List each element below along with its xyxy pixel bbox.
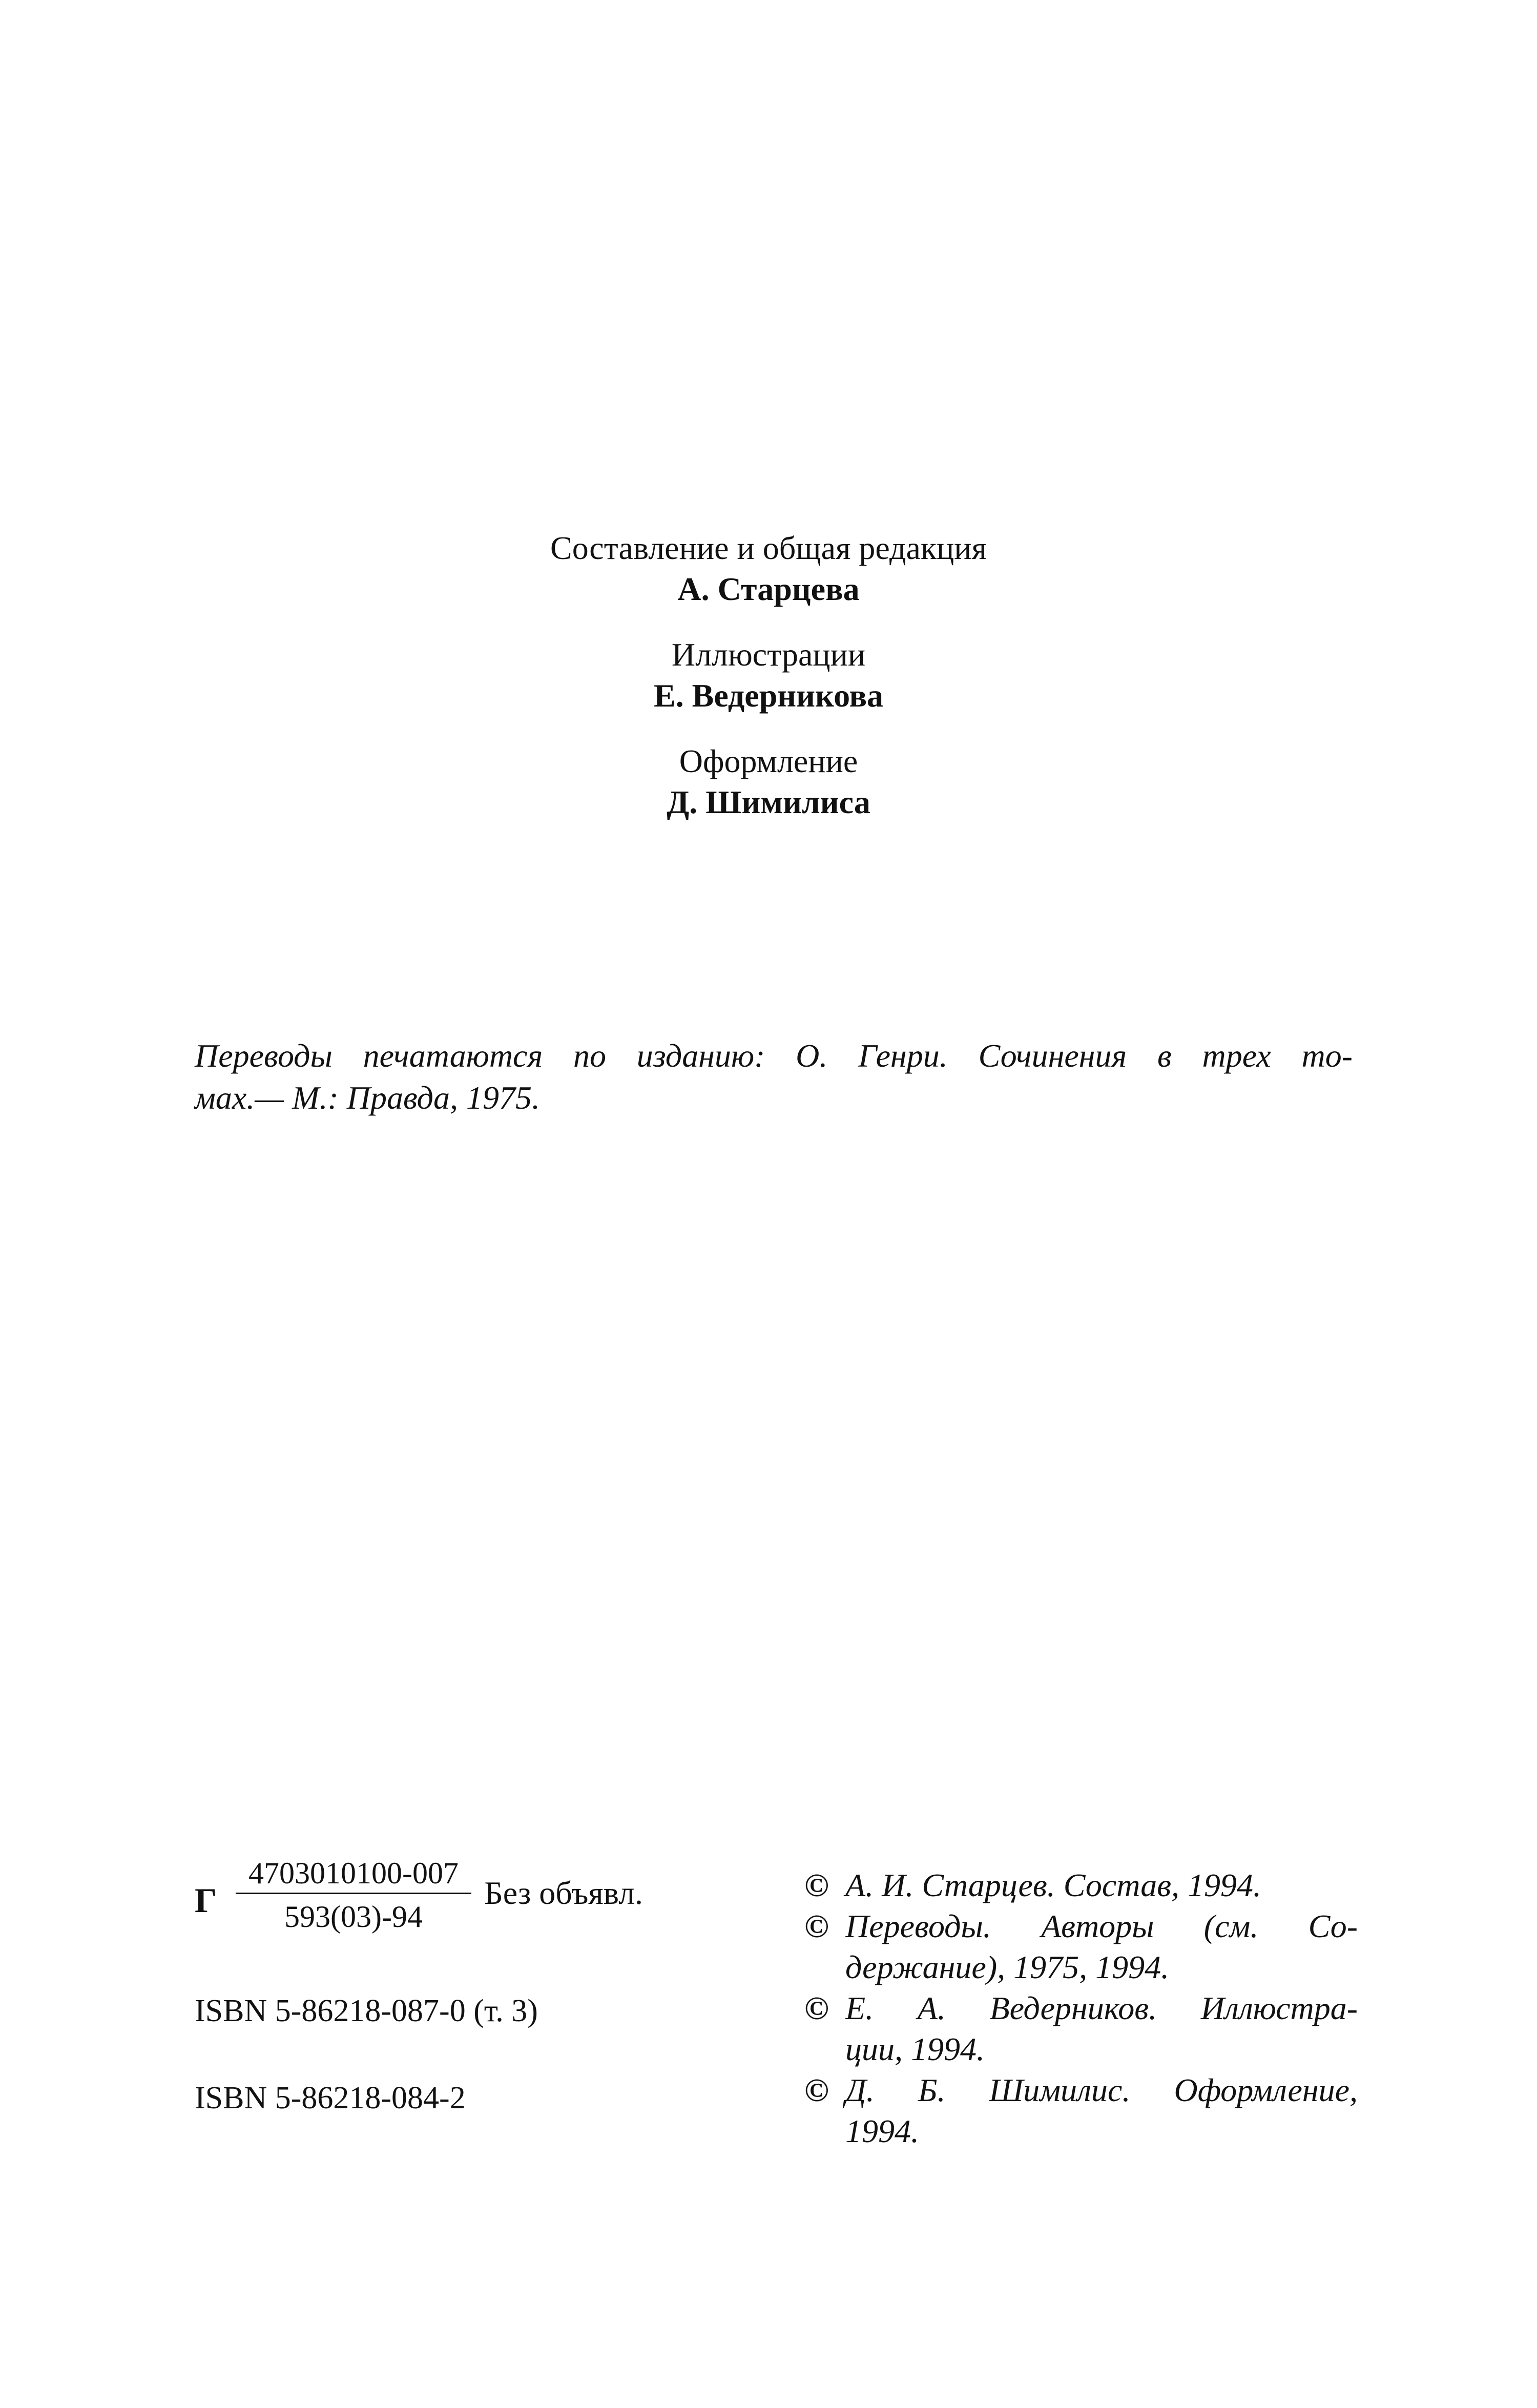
copyright-entry: [804, 1906, 1358, 1988]
copyright-line: ции, 1994.: [845, 2031, 985, 2067]
copyright-line: Переводы. Авторы (см. Со-: [845, 1908, 1358, 1944]
copyright-list: [804, 1865, 1358, 2152]
copyright-line: 1994.: [845, 2113, 919, 2149]
copyright-entry: [804, 1988, 1358, 2070]
catalog-index-denominator: 593(03)-94: [284, 1900, 423, 1934]
copyright-symbol: ©: [804, 1867, 829, 1903]
copyright-symbol: ©: [804, 1990, 829, 2026]
catalog-index-numerator: 4703010100-007: [236, 1855, 471, 1894]
isbn-volume: ISBN 5-86218-087-0 (т. 3): [195, 1994, 538, 2028]
catalog-index: [195, 1855, 707, 1957]
source-edition-note: [195, 1035, 1353, 1119]
copyright-symbol: ©: [804, 1908, 829, 1944]
copyright-entry: [804, 1865, 1358, 1906]
catalog-index-fraction: [236, 1855, 471, 1937]
catalog-index-note: Без объявл.: [484, 1875, 643, 1911]
copyright-line: Е. А. Ведерников. Иллюстра-: [845, 1990, 1358, 2026]
copyright-line: Д. Б. Шимилис. Оформление,: [845, 2072, 1358, 2108]
source-note-line: мах.— М.: Правда, 1975.: [195, 1080, 540, 1116]
credit-role: Иллюстрации: [671, 636, 866, 673]
credit-compiler: [0, 528, 1537, 610]
credit-name: Д. Шимилиса: [667, 784, 870, 820]
credit-role: Оформление: [679, 743, 858, 779]
copyright-entry: [804, 2070, 1358, 2152]
credit-name: А. Старцева: [677, 571, 860, 607]
credit-illustrator: [0, 634, 1537, 716]
copyright-line: держание), 1975, 1994.: [845, 1949, 1170, 1985]
credit-name: Е. Ведерникова: [653, 677, 884, 714]
credits-block: [0, 528, 1537, 847]
catalog-index-letter: Г: [195, 1881, 217, 1920]
source-note-line: Переводы печатаются по изданию: О. Генри. Сочинения в трех то-: [195, 1037, 1353, 1074]
credit-designer: [0, 741, 1537, 823]
copyright-symbol: ©: [804, 2072, 829, 2108]
isbn-set: ISBN 5-86218-084-2: [195, 2081, 466, 2115]
copyright-line: А. И. Старцев. Состав, 1994.: [845, 1867, 1261, 1903]
credit-role: Составление и общая редакция: [550, 530, 987, 566]
